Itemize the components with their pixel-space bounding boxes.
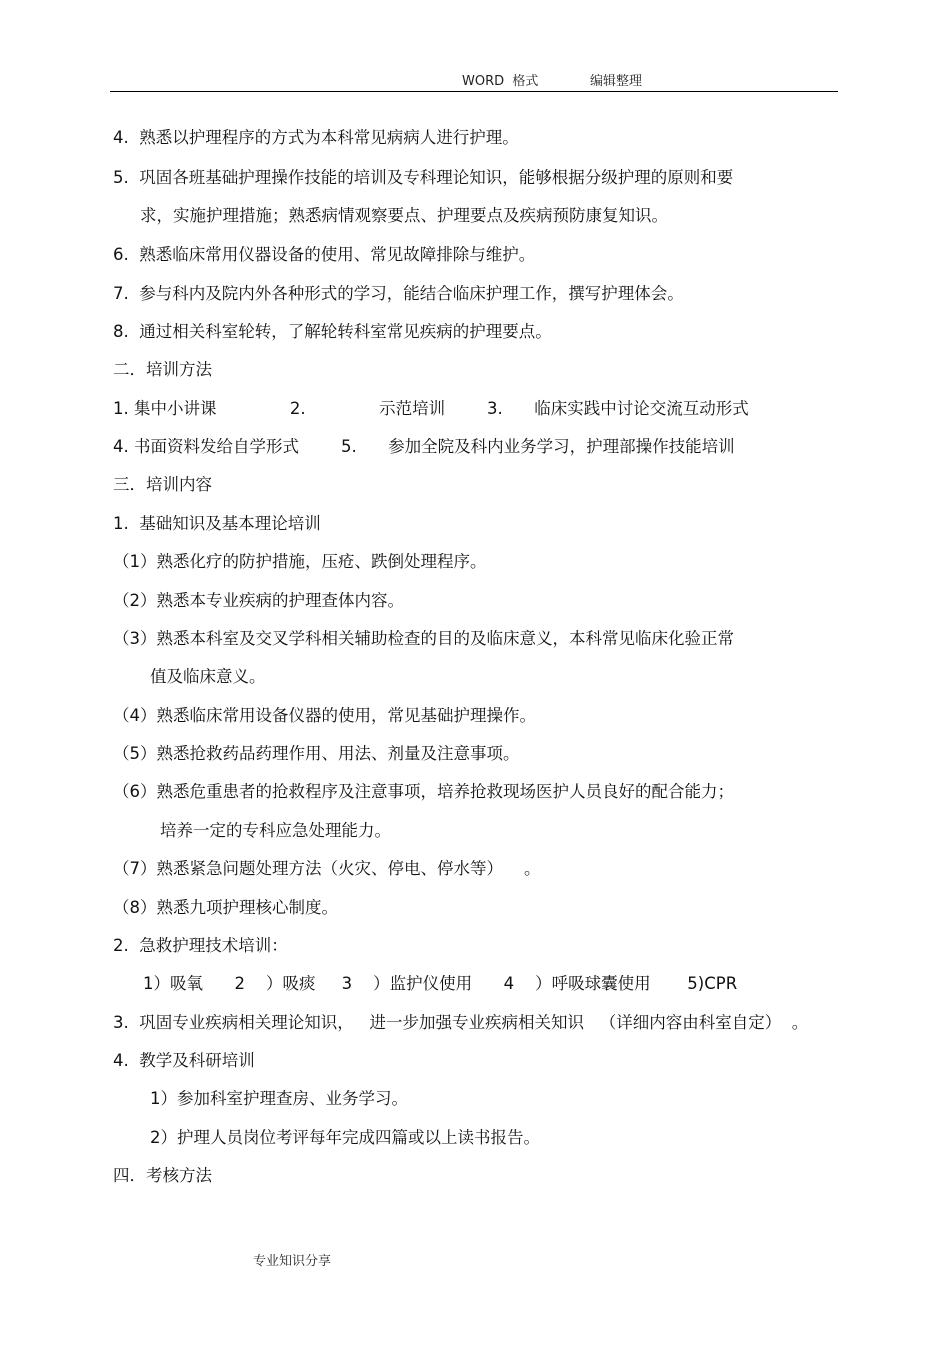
- list-item-continuation: 求，实施护理措施；熟悉病情观察要点、护理要点及疾病预防康复知识。: [140, 206, 668, 225]
- header-divider: [110, 91, 838, 92]
- list-item: 1）参加科室护理查房、业务学习。: [150, 1089, 408, 1108]
- skills-line: 1）吸氧 2 ）吸痰 3 ）监护仪使用 4 ）呼吸球囊使用 5)CPR: [143, 974, 738, 993]
- subsection-heading: 1. 基础知识及基本理论培训: [113, 514, 321, 533]
- header-format-label: WORD 格式: [462, 74, 539, 89]
- page-footer: 专业知识分享: [253, 1254, 332, 1269]
- list-item: （5）熟悉抢救药品药理作用、用法、剂量及注意事项。: [113, 744, 520, 763]
- list-item: 6. 熟悉临床常用仪器设备的使用、常见故障排除与维护。: [113, 245, 536, 264]
- list-item-continuation: 培养一定的专科应急处理能力。: [160, 821, 391, 840]
- list-item: 7. 参与科内及院内外各种形式的学习，能结合临床护理工作，撰写护理体会。: [113, 284, 684, 303]
- subsection-heading: 4. 教学及科研培训: [113, 1051, 255, 1070]
- list-item: （8）熟悉九项护理核心制度。: [113, 898, 338, 917]
- subsection-heading: 3. 巩固专业疾病相关理论知识， 进一步加强专业疾病相关知识 （详细内容由科室自定） 。: [113, 1013, 809, 1032]
- list-item: 5. 巩固各班基础护理操作技能的培训及专科理论知识，能够根据分级护理的原则和要: [113, 168, 734, 187]
- subsection-heading: 2. 急救护理技术培训：: [113, 936, 288, 955]
- list-item: 8. 通过相关科室轮转，了解轮转科室常见疾病的护理要点。: [113, 322, 552, 341]
- list-item: 2）护理人员岗位考评每年完成四篇或以上读书报告。: [150, 1128, 540, 1147]
- list-item: （4）熟悉临床常用设备仪器的使用，常见基础护理操作。: [113, 706, 536, 725]
- section-heading: 三．培训内容: [113, 475, 212, 494]
- list-item: （3）熟悉本科室及交叉学科相关辅助检查的目的及临床意义，本科常见临床化验正常: [113, 629, 734, 648]
- list-item: 4. 熟悉以护理程序的方式为本科常见病病人进行护理。: [113, 128, 519, 147]
- section-heading: 四．考核方法: [113, 1166, 212, 1185]
- list-item: （6）熟悉危重患者的抢救程序及注意事项，培养抢救现场医护人员良好的配合能力；: [113, 782, 734, 801]
- method-line: 1. 集中小讲课 2. 示范培训 3. 临床实践中讨论交流互动形式: [113, 399, 749, 418]
- method-line: 4. 书面资料发给自学形式 5. 参加全院及科内业务学习，护理部操作技能培训: [113, 437, 735, 456]
- section-heading: 二．培训方法: [113, 360, 212, 379]
- list-item: （7）熟悉紧急问题处理方法（火灾、停电、停水等） 。: [113, 859, 541, 878]
- list-item: （2）熟悉本专业疾病的护理查体内容。: [113, 591, 404, 610]
- header-edit-label: 编辑整理: [590, 74, 643, 89]
- list-item: （1）熟悉化疗的防护措施，压疮、跌倒处理程序。: [113, 552, 487, 571]
- list-item-continuation: 值及临床意义。: [150, 667, 266, 686]
